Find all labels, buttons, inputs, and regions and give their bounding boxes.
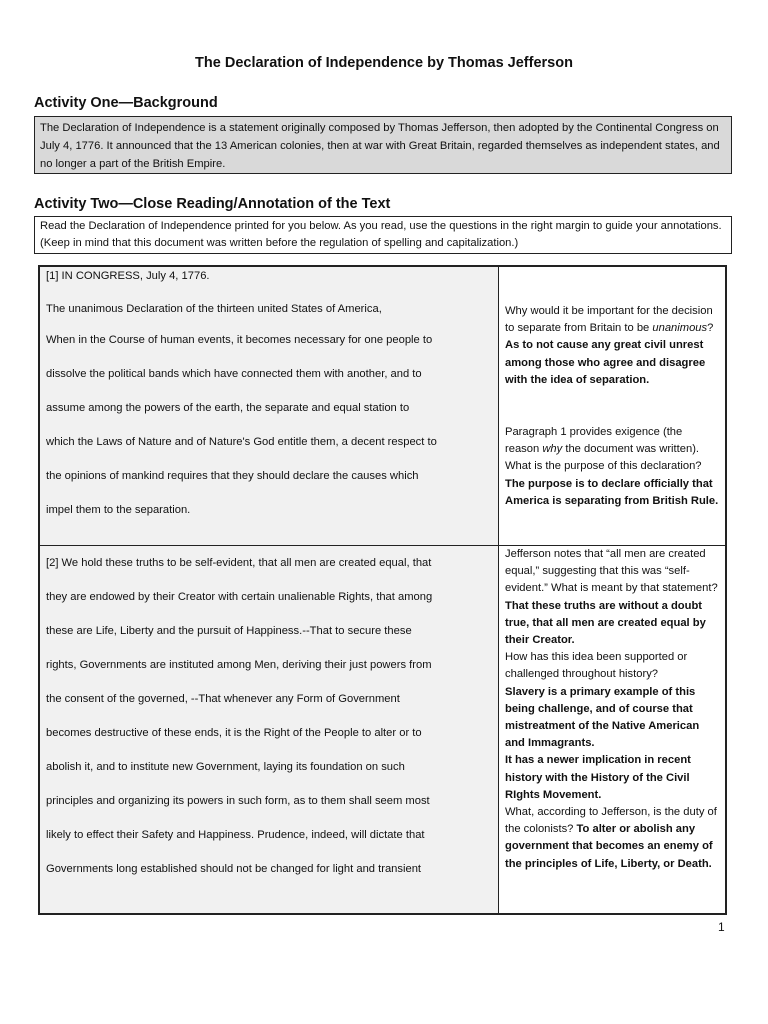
- paragraph-1-subhead: The unanimous Declaration of the thirteen united States of America,: [46, 303, 382, 315]
- answer-slavery: Slavery is a primary example of this being challenge, and of course that mistreatment of the Native American and Immagrants.: [505, 685, 700, 750]
- text-line: When in the Course of human events, it becomes necessary for one people to: [46, 334, 433, 346]
- text-line: dissolve the political bands which have connected them with another, and to: [46, 368, 422, 380]
- paragraph-1-cell: [40, 267, 499, 545]
- activity-one-heading: Activity One—Background: [34, 95, 218, 111]
- text-line: principles and organizing its powers in such form, as to them shall seem most: [46, 795, 430, 807]
- text-line: these are Life, Liberty and the pursuit of Happiness.--That to secure these: [46, 625, 412, 637]
- answer-unanimous: As to not cause any great civil unrest among those who agree and disagree with the idea of separation.: [505, 339, 706, 386]
- annotation-table: [38, 265, 727, 915]
- text-line: likely to effect their Safety and Happiness. Prudence, indeed, will dictate that: [46, 829, 425, 841]
- question-self-evident: Jefferson notes that “all men are created equal,” suggesting that this was “self-evident.” What is meant by that statement? That these truths are without a doubt true, that all men are created equal by their Creator.: [505, 548, 718, 647]
- paragraph-1-annotations: [499, 267, 725, 545]
- paragraph-2-annotations: [499, 545, 725, 913]
- text-line: the opinions of mankind requires that they should declare the causes which: [46, 470, 419, 482]
- paragraph-1-header: [1] IN CONGRESS, July 4, 1776.: [46, 270, 210, 282]
- instructions-box: Read the Declaration of Independence printed for you below. As you read, use the questions in the right margin to guide your annotations. (Keep in mind that this document was written before the regulation of spelling and capitalization.): [34, 216, 732, 254]
- text-line: assume among the powers of the earth, the separate and equal station to: [46, 402, 410, 414]
- text-line: becomes destructive of these ends, it is the Right of the People to alter or to: [46, 727, 422, 739]
- text-line: rights, Governments are instituted among Men, deriving their just powers from: [46, 659, 432, 671]
- question-duty: What, according to Jefferson, is the duty of the colonists? To alter or abolish any government that becomes an enemy of the principles of Life, Liberty, or Death.: [505, 806, 717, 870]
- answer-civil-rights: It has a newer implication in recent history with the History of the Civil RIghts Movement.: [505, 754, 691, 801]
- text-line: Governments long established should not be changed for light and transient: [46, 863, 422, 875]
- text-line: which the Laws of Nature and of Nature's God entitle them, a decent respect to: [46, 436, 437, 448]
- activity-two-heading: Activity Two—Close Reading/Annotation of the Text: [34, 196, 391, 212]
- question-history: How has this idea been supported or challenged throughout history?: [505, 651, 688, 681]
- question-purpose: Paragraph 1 provides exigence (the reason why the document was written). What is the purpose of this declaration? The purpose is to declare officially that America is separating from British Rule.: [505, 426, 719, 507]
- text-line: [2] We hold these truths to be self-evident, that all men are created equal, that: [46, 557, 432, 569]
- page-number: 1: [718, 920, 725, 934]
- page-title: The Declaration of Independence by Thomas Jefferson: [195, 55, 573, 71]
- text-line: they are endowed by their Creator with certain unalienable Rights, that among: [46, 591, 433, 603]
- text-line: impel them to the separation.: [46, 504, 191, 516]
- question-unanimous: Why would it be important for the decision to separate from Britain to be unanimous?: [505, 305, 714, 335]
- text-line: abolish it, and to institute new Government, laying its foundation on such: [46, 761, 405, 773]
- background-box: The Declaration of Independence is a statement originally composed by Thomas Jefferson, then adopted by the Continental Congress on July 4, 1776. It announced that the 13 American colonies, then at war with Great Britain, regarded themselves as independent states, and no longer a part of the British Empire.: [34, 116, 732, 174]
- paragraph-2-cell: [40, 545, 499, 913]
- text-line: the consent of the governed, --That whenever any Form of Government: [46, 693, 400, 705]
